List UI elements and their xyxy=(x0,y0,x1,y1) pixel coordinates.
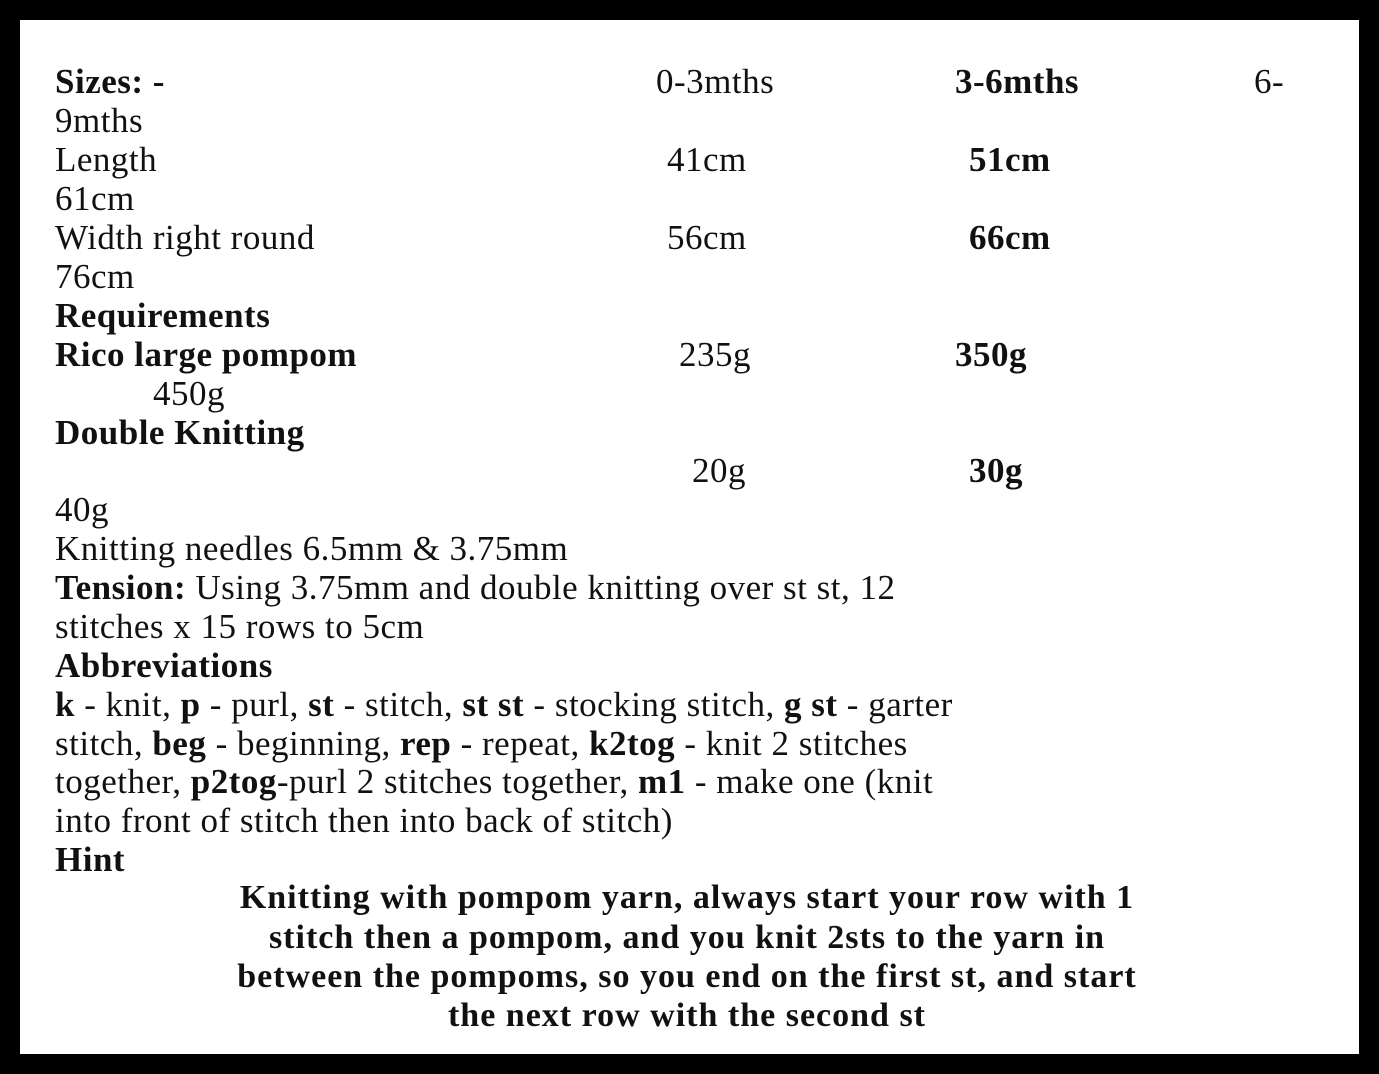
size-2: 3-6mths xyxy=(955,62,1080,101)
abbr-k2tog: k2tog xyxy=(589,724,676,763)
abbreviations-heading: Abbreviations xyxy=(55,646,273,685)
abbr-p2tog: p2tog xyxy=(190,762,277,801)
abbr-beg-def: - beginning, xyxy=(206,724,400,763)
tension-line-1 xyxy=(55,568,896,607)
hint-heading: Hint xyxy=(55,840,126,879)
abbr-k: k xyxy=(55,685,75,724)
abbr-line3-start: together, xyxy=(55,762,191,801)
abbreviations-line-2 xyxy=(55,724,908,763)
needles-line: Knitting needles 6.5mm & 3.75mm xyxy=(55,529,569,568)
width-size-1: 56cm xyxy=(667,218,747,257)
abbr-m1: m1 xyxy=(637,762,686,801)
hint-line-3: between the pompoms, so you end on the first st, and start xyxy=(237,958,1137,995)
hint-line-2: stitch then a pompom, and you knit 2sts to the yarn in xyxy=(268,919,1106,956)
abbr-stst-def: - stocking stitch, xyxy=(524,685,785,724)
pompom-size-1: 235g xyxy=(679,335,751,374)
size-1: 0-3mths xyxy=(656,62,775,101)
length-size-1: 41cm xyxy=(667,140,747,179)
tension-text-1: Using 3.75mm and double knitting over st st, 12 xyxy=(186,568,896,607)
abbr-k-def: - knit, xyxy=(74,685,181,724)
abbr-gst: g st xyxy=(784,685,838,724)
abbr-rep: rep xyxy=(399,724,452,763)
width-label: Width right round xyxy=(55,218,315,257)
requirements-heading: Requirements xyxy=(55,296,271,335)
hint-line-4: the next row with the second st xyxy=(447,997,926,1034)
pattern-page xyxy=(20,20,1359,1054)
dk-yarn-label: Double Knitting xyxy=(55,413,305,452)
abbr-beg: beg xyxy=(152,724,207,763)
abbr-p2tog-def: -purl 2 stitches together, xyxy=(276,762,638,801)
size-3-part1: 6- xyxy=(1254,62,1285,101)
pompom-yarn-label: Rico large pompom xyxy=(55,335,358,374)
tension-line-2: stitches x 15 rows to 5cm xyxy=(55,607,425,646)
abbr-st-def: - stitch, xyxy=(334,685,463,724)
abbr-p: p xyxy=(180,685,201,724)
pompom-size-2: 350g xyxy=(955,335,1027,374)
width-size-2: 66cm xyxy=(969,218,1051,257)
length-size-3: 61cm xyxy=(55,179,135,218)
tension-label: Tension: xyxy=(55,568,187,607)
abbr-p-def: - purl, xyxy=(200,685,309,724)
abbr-st: st xyxy=(308,685,335,724)
abbr-stst: st st xyxy=(462,685,525,724)
abbr-k2tog-def: - knit 2 stitches xyxy=(675,724,908,763)
length-label: Length xyxy=(55,140,158,179)
pompom-size-3: 450g xyxy=(153,374,225,413)
size-3-part2: 9mths xyxy=(55,101,144,140)
abbr-rep-def: - repeat, xyxy=(451,724,590,763)
hint-line-1: Knitting with pompom yarn, always start your row with 1 xyxy=(239,879,1135,916)
abbr-m1-def: - make one (knit xyxy=(685,762,934,801)
abbr-line2-start: stitch, xyxy=(55,724,153,763)
dk-size-3: 40g xyxy=(55,490,109,529)
dk-size-1: 20g xyxy=(692,451,746,490)
dk-size-2: 30g xyxy=(969,451,1023,490)
abbreviations-line-3 xyxy=(55,762,933,801)
abbreviations-line-1 xyxy=(55,685,953,724)
length-size-2: 51cm xyxy=(969,140,1051,179)
width-size-3: 76cm xyxy=(55,257,135,296)
abbreviations-line-4: into front of stitch then into back of stitch) xyxy=(55,801,673,840)
abbr-gst-def: - garter xyxy=(837,685,953,724)
sizes-label: Sizes: - xyxy=(55,62,165,101)
